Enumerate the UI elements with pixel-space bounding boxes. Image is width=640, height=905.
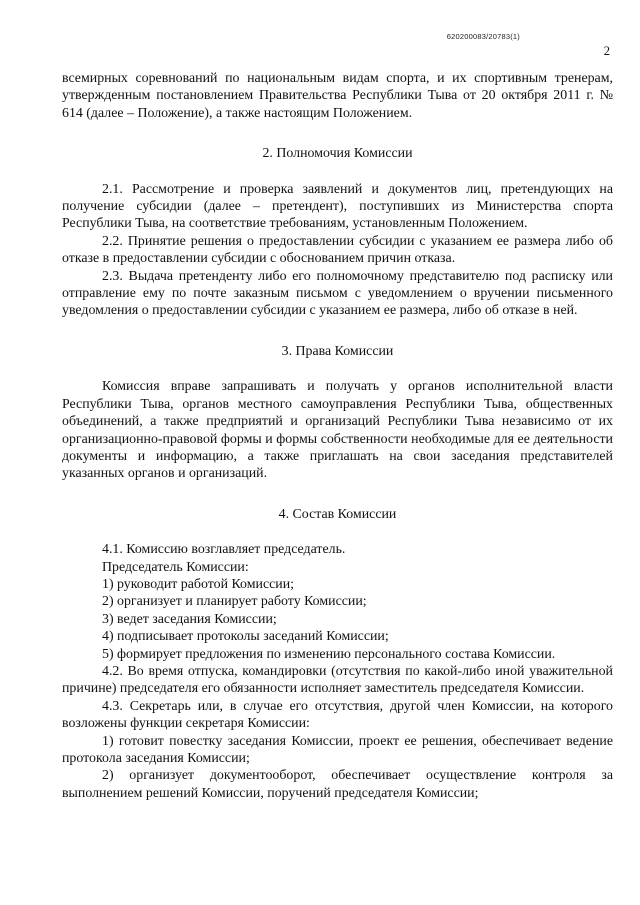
chair-duty-4: 4) подписывает протоколы заседаний Комиссии;: [102, 629, 389, 645]
section-2-item-3: 2.3. Выдача претенденту либо его полномочному представителю под расписку или отправление ему по почте заказным письмом с уведомлением о вручении письменного уведомления о предоставлении субсидии с указанием ее размера, либо об отказе в ней.: [62, 268, 613, 319]
section-4-item-4-2: 4.2. Во время отпуска, командировки (отсутствия по какой-либо иной уважительной причине) председателя его обязанности исполняет заместитель председателя Комиссии.: [62, 663, 613, 697]
secretary-duty-2: 2) организует документооборот, обеспечивает осуществление контроля за выполнением решений Комиссии, поручений председателя Комиссии;: [62, 768, 613, 801]
section-4-heading: 4. Состав Комиссии: [278, 506, 397, 522]
document-id: 620200083/20783(1): [446, 32, 520, 41]
chair-duty-2: 2) организует и планирует работу Комиссии;: [102, 594, 367, 610]
secretary-duty-1: 1) готовит повестку заседания Комиссии, проект ее решения, обеспечивает ведение протокола заседания Комиссии;: [62, 733, 613, 766]
section-3-heading: 3. Права Комиссии: [281, 343, 394, 359]
section-4-item-4-3: 4.3. Секретарь или, в случае его отсутствия, другой член Комиссии, на которого возложены функции секретаря Комиссии:: [62, 698, 613, 732]
intro-paragraph: всемирных соревнований по национальным видам спорта, и их спортивным тренерам, утвержденным постановлением Правительства Республики Тыва от 20 октября 2011 г. № 614 (далее – Положение), а также настоящим Положением.: [62, 71, 613, 121]
section-4-item-4-1: 4.1. Комиссию возглавляет председатель.: [102, 542, 346, 558]
page-number: 2: [603, 44, 610, 58]
document-body: [62, 70, 613, 802]
section-2-item-1: 2.1. Рассмотрение и проверка заявлений и документов лиц, претендующих на получение субсидии (далее – претендент), поступивших из Министерства спорта Республики Тыва, на соответствие требованиям, установленным Положением.: [62, 181, 613, 232]
chair-duty-5: 5) формирует предложения по изменению персонального состава Комиссии.: [102, 646, 556, 662]
section-2-heading: 2. Полномочия Комиссии: [262, 146, 413, 162]
chair-duty-3: 3) ведет заседания Комиссии;: [102, 611, 277, 627]
chair-intro: Председатель Комиссии:: [102, 559, 249, 575]
section-2-item-2: 2.2. Принятие решения о предоставлении субсидии с указанием ее размера либо об отказе в предоставлении субсидии с обоснованием причин отказа.: [62, 233, 613, 267]
section-3-paragraph: Комиссия вправе запрашивать и получать у органов исполнительной власти Республики Тыва, органов местного самоуправления Республики Тыва, общественных объединений, а также предприятий и организаций Республики Тыва независимо от их организационно-правовой формы и формы собственности необходимые для ее деятельности документы и информацию, а также приглашать на свои заседания представителей указанных органов и организаций.: [62, 379, 613, 482]
chair-duty-1: 1) руководит работой Комиссии;: [102, 576, 295, 592]
